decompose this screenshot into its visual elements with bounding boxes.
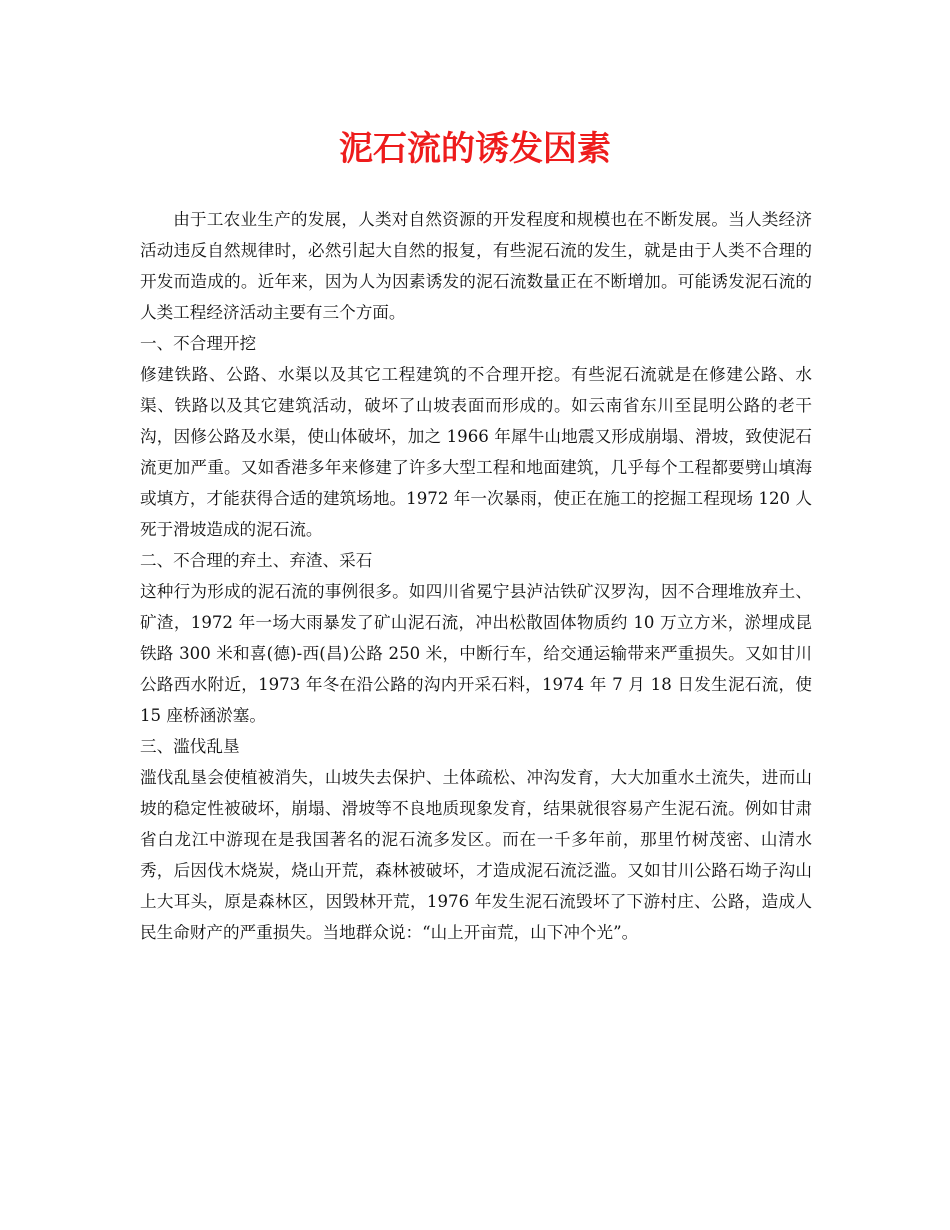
section-paragraph-deforestation: 滥伐乱垦会使植被消失，山坡失去保护、土体疏松、冲沟发育，大大加重水土流失，进而山坡的稳定性被破坏，崩塌、滑坡等不良地质现象发育，结果就很容易产生泥石流。例如甘肃省白龙江中游现在是我国著名的泥石流多发区。而在一千多年前，那里竹树茂密、山清水秀，后因伐木烧炭，烧山开荒，森林被破坏，才造成泥石流泛滥。又如甘川公路石坳子沟山上大耳头，原是森林区，因毁林开荒，1976 年发生泥石流毁坏了下游村庄、公路，造成人民生命财产的严重损失。当地群众说：“山上开亩荒，山下冲个光”。 <box>140 768 812 942</box>
intro-paragraph: 由于工农业生产的发展，人类对自然资源的开发程度和规模也在不断发展。当人类经济活动违反自然规律时，必然引起大自然的报复，有些泥石流的发生，就是由于人类不合理的开发而造成的。近年来，因为人为因素诱发的泥石流数量正在不断增加。可能诱发泥石流的人类工程经济活动主要有三个方面。 <box>140 210 812 322</box>
section-paragraph-excavation: 修建铁路、公路、水渠以及其它工程建筑的不合理开挖。有些泥石流就是在修建公路、水渠、铁路以及其它建筑活动，破坏了山坡表面而形成的。如云南省东川至昆明公路的老干沟，因修公路及水渠，使山体破坏，加之 1966 年犀牛山地震又形成崩塌、滑坡，致使泥石流更加严重。又如香港多年来修建了许多大型工程和地面建筑，几乎每个工程都要劈山填海或填方，才能获得合适的建筑场地。1972 年一次暴雨，使正在施工的挖掘工程现场 120 人死于滑坡造成的泥石流。 <box>140 365 812 539</box>
section-heading-excavation: 一、不合理开挖 <box>140 334 257 353</box>
document-title: 泥石流的诱发因素 <box>339 129 611 169</box>
section-heading-dumping: 二、不合理的弃土、弃渣、采石 <box>140 551 373 570</box>
document-body <box>140 204 812 948</box>
section-paragraph-dumping: 这种行为形成的泥石流的事例很多。如四川省冕宁县泸沽铁矿汉罗沟，因不合理堆放弃土、矿渣，1972 年一场大雨暴发了矿山泥石流，冲出松散固体物质约 10 万立方米，淤埋成昆铁路 300 米和喜(德)-西(昌)公路 250 米，中断行车，给交通运输带来严重损失。又如甘川公路西水附近，1973 年冬在沿公路的沟内开采石料，1974 年 7 月 18 日发生泥石流，使 15 座桥涵淤塞。 <box>140 582 812 725</box>
section-heading-deforestation: 三、滥伐乱垦 <box>140 737 240 756</box>
